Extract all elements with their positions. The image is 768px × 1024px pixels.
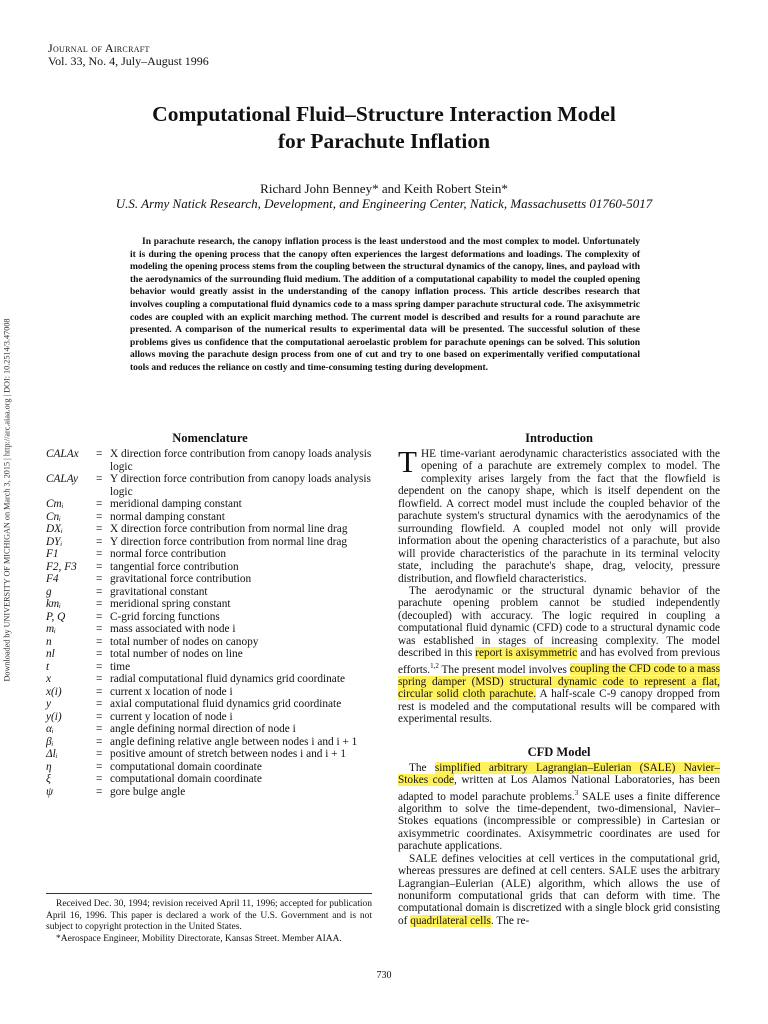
equals-sign: = (96, 498, 103, 510)
nomenclature-symbol: g (46, 585, 52, 598)
nomenclature-row (46, 536, 374, 549)
nomenclature-row (46, 648, 374, 661)
authors: Richard John Benney* and Keith Robert Stein* (260, 181, 508, 196)
nomenclature-row (46, 698, 374, 711)
nomenclature-definition: positive amount of stretch between nodes i and i + 1 (110, 748, 347, 760)
nomenclature-symbol: t (46, 660, 50, 673)
equals-sign: = (96, 610, 103, 623)
citation-ref: 3 (574, 788, 579, 797)
download-notice-text: Downloaded by UNIVERSITY OF MICHIGAN on March 3, 2015 | http://arc.aiaa.org | DOI: 10.2514/3.47008 (2, 318, 12, 682)
nomenclature-symbol: x(i) (46, 685, 62, 698)
nomenclature-row (46, 773, 374, 786)
introduction-paragraph-2: The aerodynamic or the structural dynamic behavior of the parachute opening problem cannot be studied independently (decoupled) with accuracy. The logic required in coupling a computational fluid dynamic (CFD) code to a structural dynamic code was established in stages of increasing complexity. The model described in this report is axisymmetric and has evolved from previous efforts.$^{1,2}$ The present model involves coupling the CFD code to a mass spring damper (MSD) structural dynamic code to represent a flat, circular solid cloth parachute. A half-scale C-9 canopy dropped from rest is modeled and the computational results will be compared with experimental results. (398, 584, 721, 726)
journal-name: Journal of Aircraft (48, 41, 150, 55)
drop-cap: T (398, 444, 417, 479)
nomenclature-row (46, 473, 374, 498)
equals-sign: = (96, 635, 103, 648)
nomenclature-symbol: Δlᵢ (46, 748, 58, 760)
nomenclature-symbol: kmᵢ (46, 598, 61, 610)
nomenclature-definition: C-grid forcing functions (110, 610, 220, 623)
nomenclature-symbol: DYᵢ (46, 535, 63, 548)
nomenclature-definition: total number of nodes on canopy (110, 635, 259, 648)
cfd-paragraph-1: The simplified arbitrary Lagrangian–Eulerian (SALE) Navier–Stokes code, written at Los Alamos National Laboratories, has been adapted to model parachute problems.$^3$ SALE uses a finite difference algorithm to solve the time-dependent, two-dimensional, Navier–Stokes equations (incompressible or compressible) in Cartesian or axisymmetric coordinates. Axisymmetric coordinates are used for parachute applications. (398, 761, 721, 853)
journal-issue: Vol. 33, No. 4, July–August 1996 (48, 54, 209, 68)
equals-sign: = (96, 473, 103, 485)
nomenclature-table (46, 448, 374, 798)
nomenclature-row (46, 723, 374, 736)
nomenclature-definition: current x location of node i (110, 685, 233, 698)
equals-sign: = (96, 648, 103, 660)
nomenclature-definition: total number of nodes on line (110, 648, 243, 660)
nomenclature-row (46, 561, 374, 574)
equals-sign: = (96, 510, 103, 523)
nomenclature-symbol: Cnᵢ (46, 510, 61, 523)
nomenclature-row (46, 586, 374, 599)
footnote-received: Received Dec. 30, 1994; revision received April 11, 1996; accepted for publication April 16, 1996. This paper is declared a work of the U.S. Government and is not subject to copyright protection in the United States. (46, 899, 372, 932)
paper-title (0, 101, 768, 155)
highlight-sale[interactable]: simplified arbitrary Lagrangian–Eulerian (SALE) Navier–Stokes code (398, 761, 720, 787)
nomenclature-definition: angle defining normal direction of node i (110, 723, 296, 735)
introduction-heading: Introduction (525, 431, 593, 445)
equals-sign: = (96, 585, 103, 598)
nomenclature-row (46, 686, 374, 699)
abstract (130, 236, 640, 375)
equals-sign: = (96, 748, 103, 760)
footnote-member: *Aerospace Engineer, Mobility Directorate, Kansas Street. Member AIAA. (56, 933, 342, 944)
highlight-quadrilateral[interactable]: quadrilateral cells (410, 914, 491, 927)
nomenclature-definition: current y location of node i (110, 710, 233, 723)
nomenclature-symbol: F2, F3 (46, 560, 77, 573)
nomenclature-definition: axial computational fluid dynamics grid coordinate (110, 698, 342, 710)
nomenclature-definition: Y direction force contribution from canopy loads analysis logic (110, 473, 371, 498)
citation-ref: 1,2 (430, 661, 439, 670)
equals-sign: = (96, 723, 103, 735)
page-number: 730 (376, 970, 392, 981)
nomenclature-row (46, 523, 374, 536)
equals-sign: = (96, 523, 103, 535)
equals-sign: = (96, 598, 103, 610)
nomenclature-definition: Y direction force contribution from normal line drag (110, 535, 348, 548)
equals-sign: = (96, 560, 103, 573)
nomenclature-definition: angle defining relative angle between nodes i and i + 1 (110, 735, 358, 748)
nomenclature-row (46, 573, 374, 586)
nomenclature-symbol: ξ (46, 773, 51, 785)
nomenclature-row (46, 598, 374, 611)
nomenclature-symbol: CALAy (46, 473, 79, 485)
equals-sign: = (96, 685, 103, 698)
journal-header (48, 42, 209, 68)
highlight-axisymmetric[interactable]: report is axisymmetric (475, 647, 578, 660)
nomenclature-row (46, 548, 374, 561)
nomenclature-section (46, 430, 374, 798)
highlight-coupling[interactable]: coupling the CFD code to a mass spring damper (MSD) structural dynamic code to represent a flat, circular solid cloth parachute. (398, 663, 721, 701)
nomenclature-symbol: x (46, 673, 52, 685)
nomenclature-row (46, 448, 374, 473)
affiliation: U.S. Army Natick Research, Development, and Engineering Center, Natick, Massachusetts 01760-5017 (115, 196, 653, 211)
nomenclature-symbol: P, Q (46, 610, 66, 623)
nomenclature-symbol: αᵢ (46, 723, 54, 735)
nomenclature-symbol: CALAx (46, 448, 79, 460)
nomenclature-definition: gravitational constant (110, 585, 208, 598)
cfd-paragraph-2: SALE defines velocities at cell vertices in the computational grid, whereas pressures are defined at cell centers. SALE uses the arbitrary Lagrangian–Eulerian (ALE) algorithm, which allows the use of nonuniform computational grids that can deform with time. The computational domain is discretized with a single block grid consisting of quadrilateral cells. The re- (398, 852, 720, 927)
nomenclature-symbol: DXᵢ (46, 523, 63, 535)
nomenclature-symbol: mᵢ (46, 623, 56, 635)
download-notice (0, 300, 14, 700)
nomenclature-definition: X direction force contribution from normal line drag (110, 523, 348, 535)
abstract-text: In parachute research, the canopy inflation process is the least understood and the most complex to model. Unfortunately it is during the opening process that the canopy often experiences the largest deformations and loadings. The complexity of modeling the opening process stems from the coupling between the structural dynamics of the canopy, lines, and payload with the aerodynamics of the surrounding fluid medium. The addition of a computational capability to model the coupled opening behavior would greatly assist in the understanding of the canopy inflation process. This article describes research that involves coupling a computational fluid dynamics code to a mass spring damper parachute structural code. The axisymmetric codes are coupled with an explicit marching method. The current model is described and results for a round parachute are presented. A comparison of the numerical results to experimental data will be presented. The successful solution of these problems gives us confidence that the computational aeroelastic problem for parachute openings can be solved. This solution allows moving the parachute design process from one of cut and try to one based on experimentally verified computational tools and reduces the reliance on costly and time-consuming testing during development. (130, 237, 640, 373)
nomenclature-symbol: ψ (46, 785, 54, 798)
nomenclature-row (46, 736, 374, 749)
nomenclature-symbol: Cmᵢ (46, 498, 64, 510)
nomenclature-definition: gravitational force contribution (110, 573, 252, 585)
nomenclature-definition: mass associated with node i (110, 623, 236, 635)
nomenclature-row (46, 748, 374, 761)
nomenclature-definition: meridional spring constant (110, 598, 231, 610)
nomenclature-symbol: βᵢ (46, 735, 54, 748)
nomenclature-definition: meridional damping constant (110, 498, 242, 510)
equals-sign: = (96, 660, 103, 673)
title-line-2: for Parachute Inflation (277, 129, 491, 153)
nomenclature-row (46, 661, 374, 674)
footnote (46, 893, 372, 945)
equals-sign: = (96, 698, 103, 710)
equals-sign: = (96, 785, 103, 798)
nomenclature-heading: Nomenclature (172, 431, 248, 445)
title-line-1: Computational Fluid–Structure Interaction Model (152, 102, 616, 126)
nomenclature-definition: normal damping constant (110, 510, 225, 523)
nomenclature-row (46, 498, 374, 511)
nomenclature-symbol: F4 (46, 573, 59, 585)
introduction-paragraph-1: THE time-variant aerodynamic characteristics associated with the opening of a parachute are extremely complex to model. The complexity arises largely from the fact that the flowfield is dependent on the canopy shape, which is itself dependent on the flowfield. A correct model must include the coupled behavior of the parachute system's structural dynamics with the aerodynamics of the surrounding flowfield. A coupled model not only will provide information about the opening characteristics of a parachute, but also will provide characteristics of the parachute in its terminal velocity state, including the parachute's shape, drag, velocity, pressure distribution, and flowfield characteristics. (398, 444, 720, 585)
nomenclature-definition: computational domain coordinate (110, 773, 262, 785)
nomenclature-row (46, 761, 374, 774)
nomenclature-row (46, 673, 374, 686)
equals-sign: = (96, 573, 103, 585)
nomenclature-definition: X direction force contribution from canopy loads analysis logic (110, 448, 372, 473)
nomenclature-row (46, 623, 374, 636)
nomenclature-symbol: y(i) (46, 710, 62, 723)
equals-sign: = (96, 673, 103, 685)
nomenclature-definition: time (110, 660, 131, 673)
equals-sign: = (96, 535, 103, 548)
nomenclature-symbol: η (46, 760, 52, 773)
equals-sign: = (96, 448, 103, 460)
nomenclature-definition: tangential force contribution (110, 560, 239, 573)
equals-sign: = (96, 773, 103, 785)
nomenclature-row (46, 636, 374, 649)
nomenclature-symbol: n (46, 635, 52, 648)
equals-sign: = (96, 710, 103, 723)
equals-sign: = (96, 735, 103, 748)
nomenclature-definition: computational domain coordinate (110, 760, 262, 773)
nomenclature-row (46, 711, 374, 724)
equals-sign: = (96, 623, 103, 635)
nomenclature-definition: radial computational fluid dynamics grid coordinate (110, 673, 345, 685)
nomenclature-row (46, 511, 374, 524)
equals-sign: = (96, 548, 103, 560)
nomenclature-row (46, 786, 374, 799)
nomenclature-definition: normal force contribution (110, 548, 227, 560)
equals-sign: = (96, 760, 103, 773)
nomenclature-definition: gore bulge angle (110, 785, 186, 798)
nomenclature-row (46, 611, 374, 624)
nomenclature-symbol: y (46, 698, 52, 710)
nomenclature-symbol: nl (46, 648, 55, 660)
cfd-model-heading: CFD Model (527, 744, 591, 759)
body-column (398, 430, 720, 927)
nomenclature-symbol: F1 (46, 548, 59, 560)
